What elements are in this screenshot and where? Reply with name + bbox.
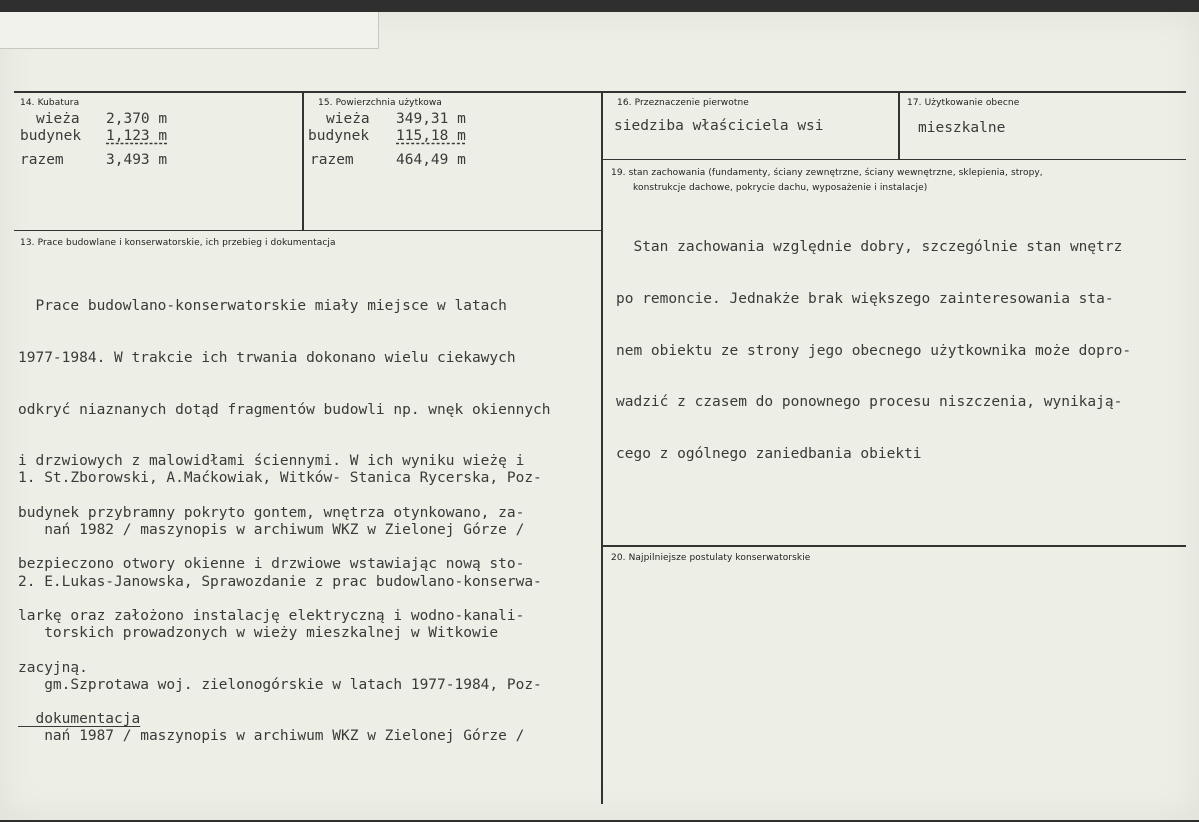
section-13-label: 13. Prace budowlane i konserwatorskie, ich przebieg i dokumentacja bbox=[20, 238, 336, 248]
condition-line: po remoncie. Jednakże brak większego zainteresowania sta- bbox=[616, 291, 1114, 308]
powierzchnia-razem-name: razem bbox=[310, 152, 354, 168]
line-above-13 bbox=[14, 230, 602, 231]
condition-line: nem obiektu ze strony jego obecnego użytkownika może dopro- bbox=[616, 342, 1132, 359]
kubatura-wieza-name: wieża bbox=[36, 111, 80, 127]
section-15-label: 15. Powierzchnia użytkowa bbox=[318, 98, 442, 108]
documentation-line: nań 1982 / maszynopis w archiwum WKZ w Zielonej Górze / bbox=[18, 522, 525, 539]
powierzchnia-razem-value: 464,49 m bbox=[396, 152, 466, 168]
main-vertical-divider bbox=[601, 92, 603, 804]
documentation-line: 1. St.Zborowski, A.Maćkowiak, Witków- Stanica Rycerska, Poz- bbox=[18, 470, 542, 487]
kubatura-razem-name: razem bbox=[20, 152, 64, 168]
line-above-20 bbox=[602, 545, 1186, 547]
kubatura-budynek-name: budynek bbox=[20, 128, 82, 144]
works-line: budynek przybramny pokryto gontem, wnętrza otynkowano, za- bbox=[18, 504, 525, 521]
condition-line: cego z ogólnego zaniedbania obiekti bbox=[616, 445, 922, 462]
powierzchnia-budynek-name: budynek bbox=[308, 128, 370, 144]
works-line: odkryć niaznanych dotąd fragmentów budowli np. wnęk okiennych bbox=[18, 401, 551, 418]
condition-text bbox=[616, 205, 1131, 497]
documentation-line: gm.Szprotawa woj. zielonogórskie w latach 1977-1984, Poz- bbox=[18, 676, 542, 693]
works-line: Prace budowlano-konserwatorskie miały miejsce w latach bbox=[18, 298, 507, 315]
powierzchnia-budynek-value: 115,18 m bbox=[396, 128, 466, 144]
kubatura-razem-value: 3,493 m bbox=[106, 152, 168, 168]
record-card bbox=[0, 12, 1199, 820]
section-19-label-line2: konstrukcje dachowe, pokrycie dachu, wyposażenie i instalacje) bbox=[633, 183, 928, 193]
section-17-label: 17. Użytkowanie obecne bbox=[907, 98, 1020, 108]
works-line: larkę oraz założono instalację elektryczną i wodno-kanali- bbox=[18, 608, 525, 625]
powierzchnia-wieza-value: 349,31 m bbox=[396, 111, 466, 127]
kubatura-wieza-value: 2,370 m bbox=[106, 111, 168, 127]
kubatura-budynek-value: 1,123 m bbox=[106, 128, 168, 144]
works-line: 1977-1984. W trakcie ich trwania dokonano wielu ciekawych bbox=[18, 350, 516, 367]
condition-line: wadzić z czasem do ponownego procesu niszczenia, wynikają- bbox=[616, 394, 1123, 411]
current-use-value: mieszkalne bbox=[918, 120, 1006, 136]
documentation-line: torskich prowadzonych w wieży mieszkalnej w Witkowie bbox=[18, 625, 499, 642]
divider-14-15 bbox=[302, 92, 304, 230]
documentation-list bbox=[18, 436, 542, 780]
top-border-line bbox=[14, 91, 1186, 93]
card-tab bbox=[0, 12, 379, 49]
section-19-label-line1: 19. stan zachowania (fundamenty, ściany zewnętrzne, ściany wewnętrzne, sklepienia, stropy, bbox=[611, 168, 1043, 178]
works-line: i drzwiowych z malowidłami ściennymi. W ich wyniku wieżę i bbox=[18, 453, 525, 470]
line-above-19 bbox=[602, 159, 1186, 160]
documentation-line: 2. E.Lukas-Janowska, Sprawozdanie z prac budowlano-konserwa- bbox=[18, 573, 542, 590]
divider-16-17 bbox=[898, 92, 900, 160]
works-line: zacyjną. bbox=[18, 659, 88, 676]
original-purpose-value: siedziba właściciela wsi bbox=[614, 118, 824, 134]
works-line: bezpieczono otwory okienne i drzwiowe wstawiając nową sto- bbox=[18, 556, 525, 573]
documentation-line: nań 1987 / maszynopis w archiwum WKZ w Zielonej Górze / bbox=[18, 728, 525, 745]
section-14-label: 14. Kubatura bbox=[20, 98, 80, 108]
section-16-label: 16. Przeznaczenie pierwotne bbox=[617, 98, 749, 108]
section-20-label: 20. Najpilniejsze postulaty konserwatorskie bbox=[611, 553, 811, 563]
condition-line: Stan zachowania względnie dobry, szczególnie stan wnętrz bbox=[616, 239, 1123, 256]
powierzchnia-wieza-name: wieża bbox=[326, 111, 370, 127]
documentation-heading: dokumentacja bbox=[18, 711, 141, 728]
